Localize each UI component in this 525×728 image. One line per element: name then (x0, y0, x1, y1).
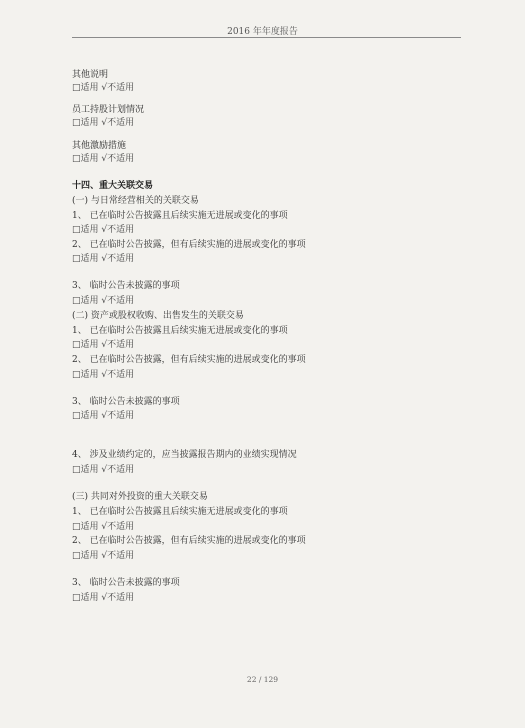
page-number: 22 / 129 (246, 675, 279, 684)
item-title: 1、 已在临时公告披露且后续实施无进展或变化的事项 (72, 507, 288, 517)
applicability-line: □适用 √不适用 (72, 340, 135, 350)
subsection-title: (二) 资产或股权收购、出售发生的关联交易 (72, 311, 244, 321)
item-title: 1、 已在临时公告披露且后续实施无进展或变化的事项 (72, 211, 288, 221)
applicability-line: □适用 √不适用 (72, 83, 135, 93)
applicability-line: □适用 √不适用 (72, 522, 135, 532)
page-header-title: 2016 年年度报告 (227, 27, 298, 37)
applicability-line: □适用 √不适用 (72, 254, 135, 264)
header-divider (72, 37, 461, 38)
item-title: 2、 已在临时公告披露，但有后续实施的进展或变化的事项 (72, 355, 306, 365)
subsection-title: (一) 与日常经营相关的关联交易 (72, 196, 199, 206)
text-line: 其他激励措施 (72, 141, 127, 151)
applicability-line: □适用 √不适用 (72, 593, 135, 603)
item-title: 3、 临时公告未披露的事项 (72, 397, 180, 407)
text-line: 其他说明 (72, 70, 109, 80)
item-title: 2、 已在临时公告披露，但有后续实施的进展或变化的事项 (72, 536, 306, 546)
item-title: 4、 涉及业绩约定的，应当披露报告期内的业绩实现情况 (72, 450, 297, 460)
applicability-line: □适用 √不适用 (72, 225, 135, 235)
text-line: 员工持股计划情况 (72, 105, 145, 115)
item-title: 1、 已在临时公告披露且后续实施无进展或变化的事项 (72, 326, 288, 336)
applicability-line: □适用 √不适用 (72, 154, 135, 164)
section-heading: 十四、重大关联交易 (72, 181, 154, 191)
item-title: 2、 已在临时公告披露，但有后续实施的进展或变化的事项 (72, 240, 306, 250)
item-title: 3、 临时公告未披露的事项 (72, 578, 180, 588)
applicability-line: □适用 √不适用 (72, 551, 135, 561)
subsection-title: (三) 共同对外投资的重大关联交易 (72, 492, 208, 502)
applicability-line: □适用 √不适用 (72, 465, 135, 475)
applicability-line: □适用 √不适用 (72, 118, 135, 128)
applicability-line: □适用 √不适用 (72, 411, 135, 421)
applicability-line: □适用 √不适用 (72, 296, 135, 306)
item-title: 3、 临时公告未披露的事项 (72, 281, 180, 291)
applicability-line: □适用 √不适用 (72, 370, 135, 380)
